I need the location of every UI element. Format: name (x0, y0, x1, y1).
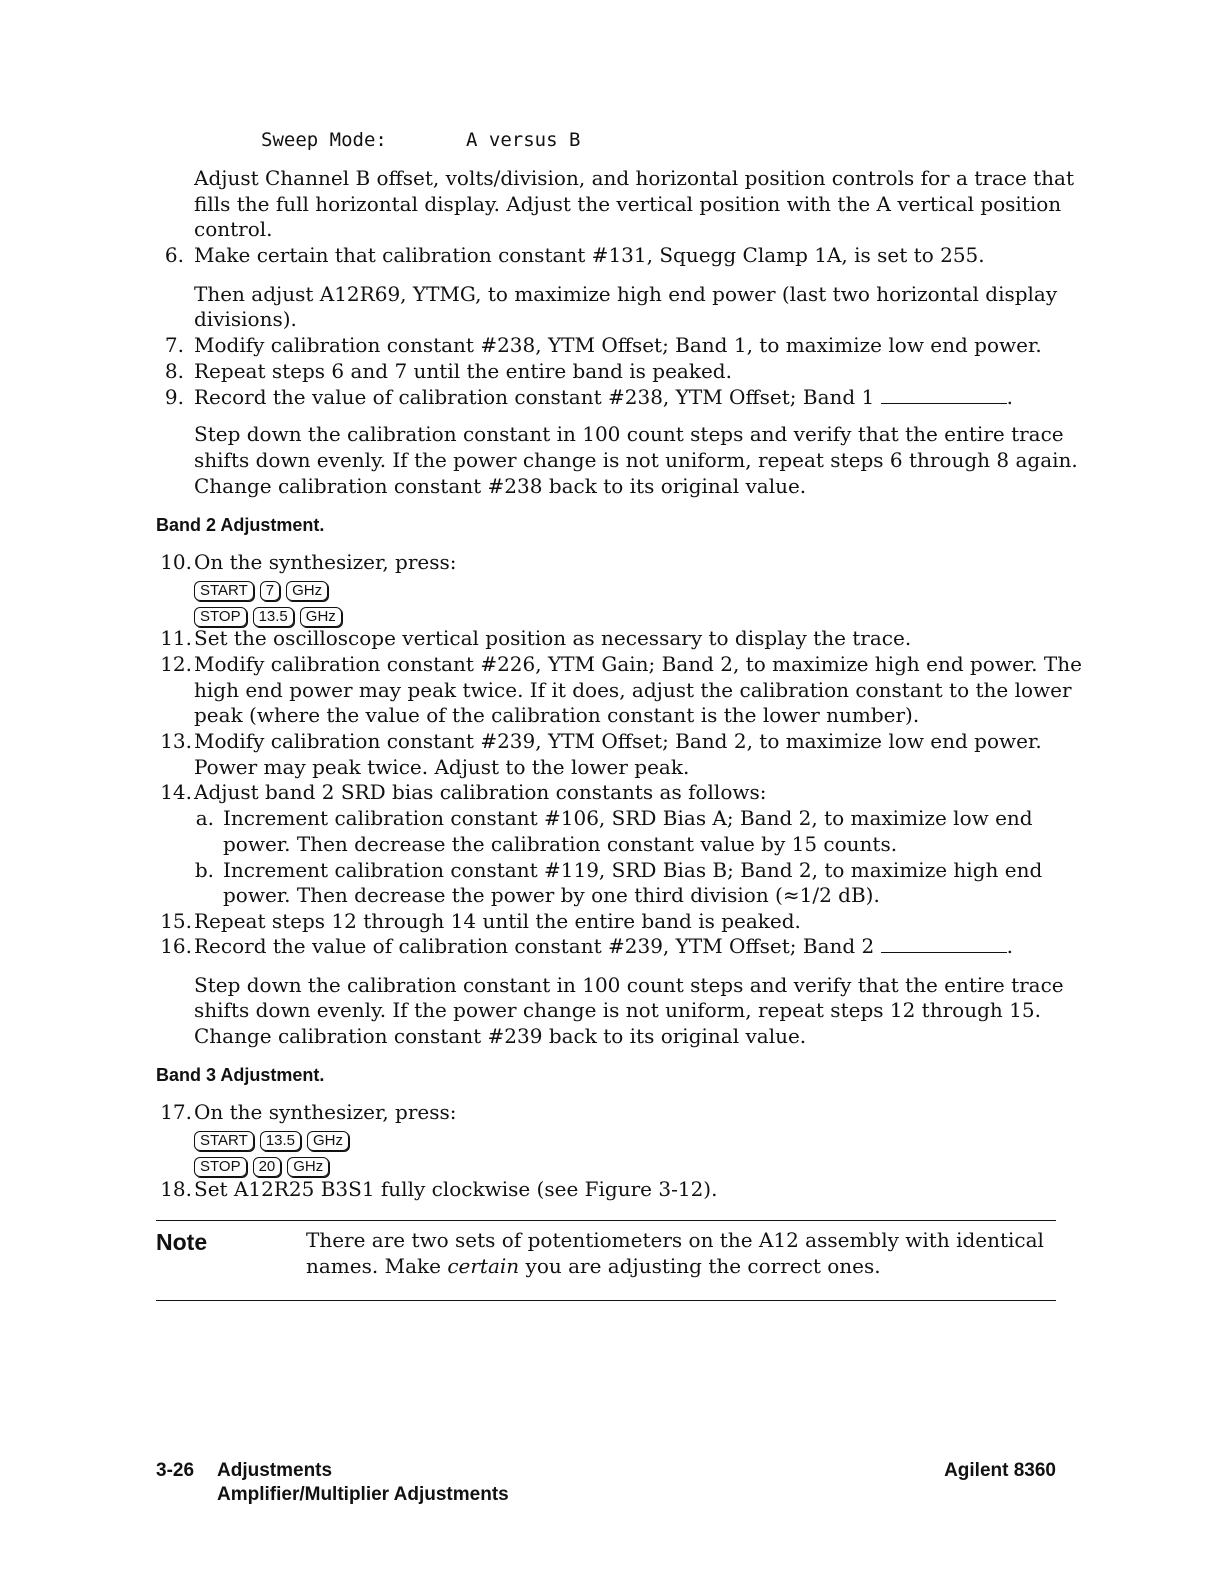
ghz-key[interactable]: GHz (300, 607, 342, 627)
step-text: Power may peak twice. Adjust to the lower peak. (194, 755, 690, 779)
ghz-key[interactable]: GHz (287, 1157, 329, 1177)
value-13-5-key[interactable]: 13.5 (253, 607, 294, 627)
value-13-5-key[interactable]: 13.5 (260, 1131, 301, 1151)
step-number: 13. (160, 729, 192, 753)
step-text: Modify calibration constant #226, YTM Gain; Band 2, to maximize high end power. The (194, 652, 1082, 676)
key-sequence-start (194, 576, 334, 602)
ghz-key[interactable]: GHz (307, 1131, 349, 1151)
substep-text: power. Then decrease the calibration constant value by 15 counts. (223, 832, 898, 856)
note-line (306, 1253, 881, 1279)
step-follow-line: Then adjust A12R69, YTMG, to maximize high end power (last two horizontal display (194, 282, 1058, 306)
stop-key[interactable]: STOP (194, 607, 247, 627)
step-text: peak (where the value of the calibration constant is the lower number). (194, 703, 920, 727)
start-key[interactable]: START (194, 581, 254, 601)
intro-line: fills the full horizontal display. Adjust the vertical position with the A vertical position (194, 192, 1062, 216)
substep-text: power. Then decrease the power by one third division (≈1/2 dB). (223, 883, 880, 907)
step-text: Adjust band 2 SRD bias calibration constants as follows: (194, 780, 767, 804)
footer-subsection: Amplifier/Multiplier Adjustments (217, 1484, 509, 1505)
step-follow-line: shifts down evenly. If the power change is not uniform, repeat steps 12 through 15. (194, 998, 1041, 1022)
step-record-line (194, 384, 1013, 410)
footer-page-number: 3-26 (156, 1460, 195, 1481)
period: . (1006, 385, 1013, 409)
note-text: names. Make (306, 1254, 448, 1278)
step-number: 10. (160, 550, 192, 574)
step-text: Repeat steps 12 through 14 until the entire band is peaked. (194, 909, 801, 933)
key-sequence-start (194, 1126, 355, 1152)
footer-product: Agilent 8360 (944, 1460, 1056, 1481)
intro-line: control. (194, 217, 273, 241)
step-number: 12. (160, 652, 192, 676)
period: . (1006, 934, 1013, 958)
step-number: 11. (160, 626, 192, 650)
step-follow-line: Step down the calibration constant in 100 count steps and verify that the entire trace (194, 973, 1064, 997)
step-number: 7. (164, 333, 184, 357)
note-top-rule (156, 1220, 1056, 1221)
step-follow-line: shifts down evenly. If the power change is not uniform, repeat steps 6 through 8 again. (194, 448, 1078, 472)
step-number: 14. (160, 780, 192, 804)
stop-key[interactable]: STOP (194, 1157, 247, 1177)
step-text: Repeat steps 6 and 7 until the entire band is peaked. (194, 359, 732, 383)
step-follow-line: divisions). (194, 307, 297, 331)
step-text: On the synthesizer, press: (194, 550, 457, 574)
band3-heading: Band 3 Adjustment. (156, 1065, 325, 1085)
step-text: Record the value of calibration constant #239, YTM Offset; Band 2 (194, 934, 875, 958)
start-key[interactable]: START (194, 1131, 254, 1151)
substep-text: Increment calibration constant #106, SRD Bias A; Band 2, to maximize low end (223, 806, 1033, 830)
step-text: Record the value of calibration constant #238, YTM Offset; Band 1 (194, 385, 875, 409)
ghz-key[interactable]: GHz (286, 581, 328, 601)
step-text: Modify calibration constant #238, YTM Offset; Band 1, to maximize low end power. (194, 333, 1042, 357)
intro-line: Adjust Channel B offset, volts/division, and horizontal position controls for a trace that (194, 166, 1075, 190)
step-follow-line: Step down the calibration constant in 100 count steps and verify that the entire trace (194, 422, 1064, 446)
step-follow-line: Change calibration constant #238 back to its original value. (194, 474, 807, 498)
note-label: Note (156, 1229, 208, 1255)
step-number: 16. (160, 934, 192, 958)
step-text: Set A12R25 B3S1 fully clockwise (see Figure 3-12). (194, 1177, 718, 1201)
step-number: 9. (164, 385, 184, 409)
footer-section: Adjustments (217, 1460, 333, 1481)
substep-text: Increment calibration constant #119, SRD Bias B; Band 2, to maximize high end (223, 858, 1043, 882)
digit-7-key[interactable]: 7 (260, 581, 280, 601)
record-blank (881, 385, 1007, 404)
value-20-key[interactable]: 20 (253, 1157, 282, 1177)
step-record-line (194, 933, 1013, 959)
key-sequence-stop (194, 1152, 335, 1178)
sweep-mode-value: A versus B (466, 129, 581, 151)
substep-letter: b. (194, 858, 214, 882)
step-number: 17. (160, 1100, 192, 1124)
step-number: 8. (164, 359, 184, 383)
note-bottom-rule (156, 1300, 1056, 1301)
record-blank (881, 934, 1007, 953)
step-text: On the synthesizer, press: (194, 1100, 457, 1124)
step-text: high end power may peak twice. If it does, adjust the calibration constant to the lower (194, 678, 1072, 702)
step-number: 6. (164, 243, 184, 267)
step-text: Modify calibration constant #239, YTM Offset; Band 2, to maximize low end power. (194, 729, 1042, 753)
note-emphasis: certain (447, 1254, 520, 1278)
sweep-mode-label: Sweep Mode: (261, 129, 387, 151)
step-text: Make certain that calibration constant #131, Squegg Clamp 1A, is set to 255. (194, 243, 985, 267)
step-number: 18. (160, 1177, 192, 1201)
step-text: Set the oscilloscope vertical position as necessary to display the trace. (194, 626, 912, 650)
step-follow-line: Change calibration constant #239 back to its original value. (194, 1024, 807, 1048)
note-line: There are two sets of potentiometers on the A12 assembly with identical (306, 1228, 1044, 1252)
note-text: you are adjusting the correct ones. (519, 1254, 881, 1278)
band2-heading: Band 2 Adjustment. (156, 515, 325, 535)
substep-letter: a. (195, 806, 214, 830)
step-number: 15. (160, 909, 192, 933)
